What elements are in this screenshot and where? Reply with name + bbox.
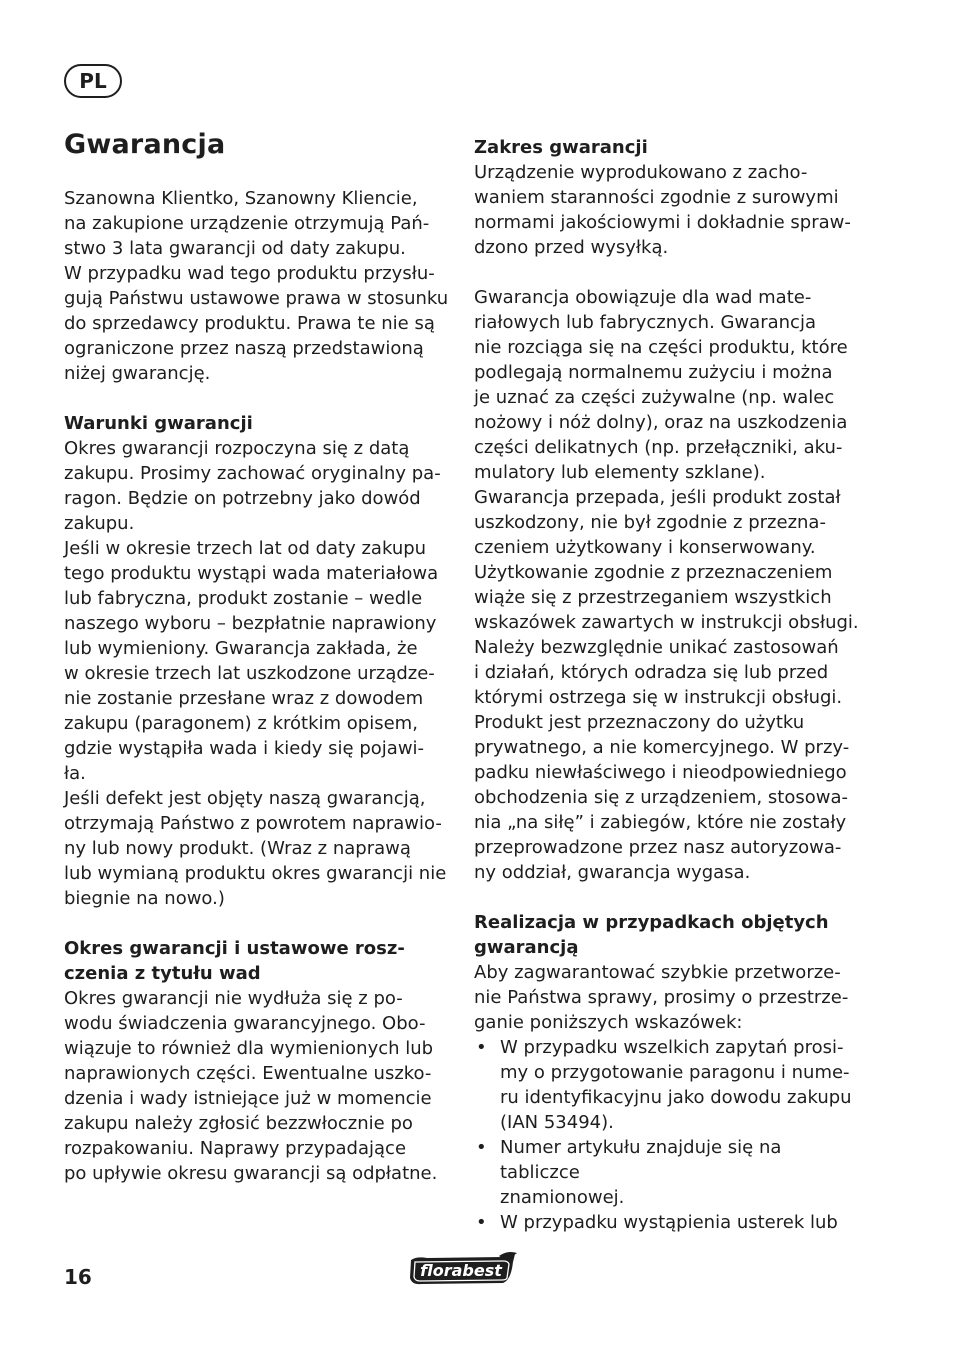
left-column	[64, 130, 449, 1186]
scope-heading: Zakres gwarancji	[474, 137, 648, 158]
conditions-paragraph-1: Okres gwarancji rozpoczyna się z datą zakupu. Prosimy zachować oryginalny pa- ragon. Będzie on potrzebny jako dowód zakupu.	[64, 438, 441, 534]
language-badge: PL	[64, 64, 122, 98]
page-number: 16	[64, 1265, 92, 1289]
conditions-heading: Warunki gwarancji	[64, 413, 253, 434]
scope-paragraph-1: Urządzenie wyprodukowano z zacho- waniem staranności zgodnie z surowymi normami jakościowymi i dokładnie spraw- dzono przed wysyłką.	[474, 162, 851, 258]
bullet-icon: •	[476, 1037, 487, 1058]
conditions-paragraph-3: Jeśli defekt jest objęty naszą gwarancją, otrzymają Państwo z powrotem naprawio- ny lub nowy produkt. (Wraz z naprawą lub wymianą produktu okres gwarancji nie biegnie na nowo.)	[64, 788, 447, 909]
list-item: • W przypadku wystąpienia usterek lub	[476, 1212, 838, 1233]
conditions-paragraph-2: Jeśli w okresie trzech lat od daty zakupu tego produktu wystąpi wada materiałowa lub fabryczna, produkt zostanie – wedle naszego wyboru – bezpłatnie naprawiony lub wymieniony. Gwarancja zakłada, że w okresie trzech lat uszkodzone urządze- nie zostanie przesłane wraz z dowodem zakupu (paragonem) z krótkim opisem, gdzie wystąpiła wada i kiedy się pojawi- ła.	[64, 538, 439, 784]
bullet-icon: •	[476, 1137, 487, 1158]
realization-heading: Realizacja w przypadkach objętych gwarancją	[474, 912, 829, 958]
period-paragraph: Okres gwarancji nie wydłuża się z po- wodu świadczenia gwarancyjnego. Obo- wiązuje to również dla wymienionych lub naprawionych części. Ewentualne uszko- dzenia i wady istniejące już w momencie zakupu należy zgłosić bezzwłocznie po rozpakowaniu. Naprawy przypadające po upływie okresu gwarancji są odpłatne.	[64, 988, 438, 1184]
florabest-logo	[407, 1252, 519, 1288]
page-title: Gwarancja	[64, 129, 226, 160]
scope-paragraph-2: Gwarancja obowiązuje dla wad mate- riałowych lub fabrycznych. Gwarancja nie rozciąga się na części produktu, które podlegają normalnemu zużyciu i można je uznać za części zużywalne (np. walec nożowy i nóż dolny), oraz na uszkodzenia części delikatnych (np. przełączniki, aku- mulatory lub elementy szklane). Gwarancja przepada, jeśli produkt został uszkodzony, nie był zgodnie z przezna- czeniem użytkowany i konserwowany. Użytkowanie zgodnie z przeznaczeniem wiąże się z przestrzeganiem wszystkich wskazówek zawartych w instrukcji obsługi. Należy bezwzględnie unikać zastosowań i działań, których odradza się lub przed którymi ostrzega się w instrukcji obsługi. Produkt jest przeznaczony do użytku prywatnego, a nie komercyjnego. W przy- padku niewłaściwego i nieodpowiedniego obchodzenia się z urządzeniem, stosowa- nia „na siłę” i zabiegów, które nie zostały przeprowadzone przez nasz autoryzowa- ny oddział, gwarancja wygasa.	[474, 287, 859, 883]
bullet-icon: •	[476, 1212, 487, 1233]
logo-wordmark: florabest	[420, 1261, 502, 1280]
list-item: • W przypadku wszelkich zapytań prosi- my o przygotowanie paragonu i nume- ru identyfikacyjnu jako dowodu zakupu (IAN 53494).	[476, 1037, 852, 1133]
realization-paragraph: Aby zagwarantować szybkie przetworze- nie Państwa sprawy, prosimy o przestrze- ganie poniższych wskazówek:	[474, 962, 849, 1033]
realization-bullet-list	[474, 1035, 864, 1235]
period-heading: Okres gwarancji i ustawowe rosz- czenia z tytułu wad	[64, 938, 405, 984]
intro-paragraph: Szanowna Klientko, Szanowny Kliencie, na zakupione urządzenie otrzymują Pań- stwo 3 lata gwarancji od daty zakupu. W przypadku wad tego produktu przysłu- gują Państwu ustawowe prawa w stosunku do sprzedawcy produktu. Prawa te nie są ograniczone przez naszą przedstawioną niżej gwarancję.	[64, 188, 449, 384]
right-column	[474, 135, 864, 1235]
list-item: • Numer artykułu znajduje się na tabliczce znamionowej.	[476, 1137, 782, 1208]
